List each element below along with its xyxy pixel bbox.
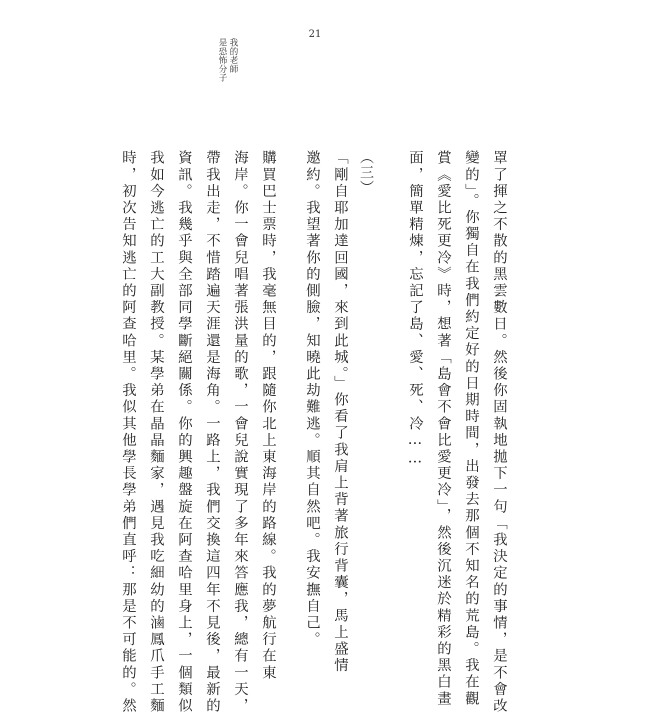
text-column-3: 賞《愛比死更冷》時，想著「島會不會比愛更冷」，然後沉迷於精彩的黑白畫: [435, 150, 451, 708]
running-title: [154, 38, 237, 82]
text-column-9: 帶我出走，不惜踏遍天涯還是海角。一路上，我們交換這四年不見後，最新的: [204, 150, 220, 714]
text-column-10: 資訊。我幾乎與全部同學斷絕關係。你的興趣盤旋在阿查哈里身上，一個類似: [176, 150, 192, 714]
page-number: 21: [308, 29, 322, 40]
text-column-7: 購買巴士票時，我毫無目的，跟隨你北上東海岸的路線。我的夢航行在東: [260, 150, 276, 682]
text-column-12: 時，初次告知逃亡的阿查哈里。我似其他學長學弟們直呼：那是不可能的。然: [120, 150, 136, 714]
text-column-2: 變的」。你獨自在我們約定好的日期時間，出發去那個不知名的荒島。我在觀: [463, 150, 479, 708]
text-column-4: 面，簡單精煉，忘記了島、愛、死、冷……: [407, 150, 423, 469]
text-column-8: 海岸。你一會兒唱著張洪量的歌，一會兒說實現了多年來答應我，總有一天，: [232, 150, 248, 714]
text-column-1: 罩了揮之不散的黑雲數日。然後你固執地拋下一句「我決定的事情，是不會改: [491, 150, 507, 714]
running-title-line-2: 是恐怖分子: [217, 38, 227, 82]
text-column-5: 「剛自耶加達回國，來到此城。」你看了我肩上背著旅行背囊，馬上盛情: [332, 150, 348, 674]
running-title-line-1: 我的老師: [228, 38, 238, 74]
text-column-6: 邀約。我望著你的側臉，知曉此劫難逃。順其自然吧。我安撫自己。: [304, 150, 320, 648]
text-column-11: 我如今逃亡的工大副教授。某學弟在晶晶麵家，遇見我吃細幼的滷鳳爪手工麵: [148, 150, 164, 714]
section-heading: （三）: [358, 150, 374, 195]
